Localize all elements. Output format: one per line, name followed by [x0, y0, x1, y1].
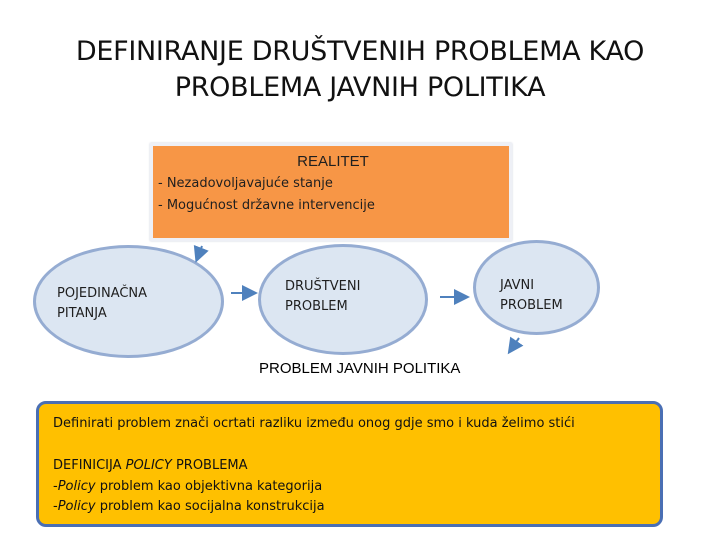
heading-italic: POLICY	[125, 458, 172, 473]
title-line-2: PROBLEMA JAVNIH POLITIKA	[174, 72, 546, 103]
realitet-line-2: - Mogućnost državne intervencije	[158, 198, 375, 213]
arrow-down-icon	[510, 338, 519, 351]
javni-line-1: JAVNI	[500, 278, 535, 293]
item-2-italic: Policy	[57, 499, 96, 514]
item-2-rest: problem kao socijalna konstrukcija	[95, 499, 325, 514]
heading-part-1: DEFINICIJA	[53, 458, 126, 473]
definition-text: Definirati problem znači ocrtati razliku između onog gdje smo i kuda želimo stići	[53, 416, 575, 431]
item-1-italic: Policy	[57, 479, 96, 494]
realitet-line-1: - Nezadovoljavajuće stanje	[158, 176, 333, 191]
heading-part-2: PROBLEMA	[171, 458, 248, 473]
definition-item-2	[53, 499, 325, 514]
drustveni-line-1: DRUŠTVENI	[285, 279, 361, 294]
definition-heading	[53, 458, 248, 473]
pojedinacna-line-2: PITANJA	[57, 306, 107, 321]
realitet-heading: REALITET	[297, 153, 369, 170]
drustveni-line-2: PROBLEM	[285, 299, 348, 314]
definition-box	[36, 401, 663, 527]
pojedinacna-line-1: POJEDINAČNA	[57, 286, 148, 301]
item-1-prefix: -	[53, 479, 58, 494]
javni-line-2: PROBLEM	[500, 298, 563, 313]
definition-item-1	[53, 479, 322, 494]
arrow-down-icon	[197, 246, 202, 259]
problem-javnih-politika-label: PROBLEM JAVNIH POLITIKA	[259, 360, 461, 377]
title-line-1: DEFINIRANJE DRUŠTVENIH PROBLEMA KAO	[75, 36, 645, 67]
item-1-rest: problem kao objektivna kategorija	[95, 479, 323, 494]
item-2-prefix: -	[53, 499, 58, 514]
